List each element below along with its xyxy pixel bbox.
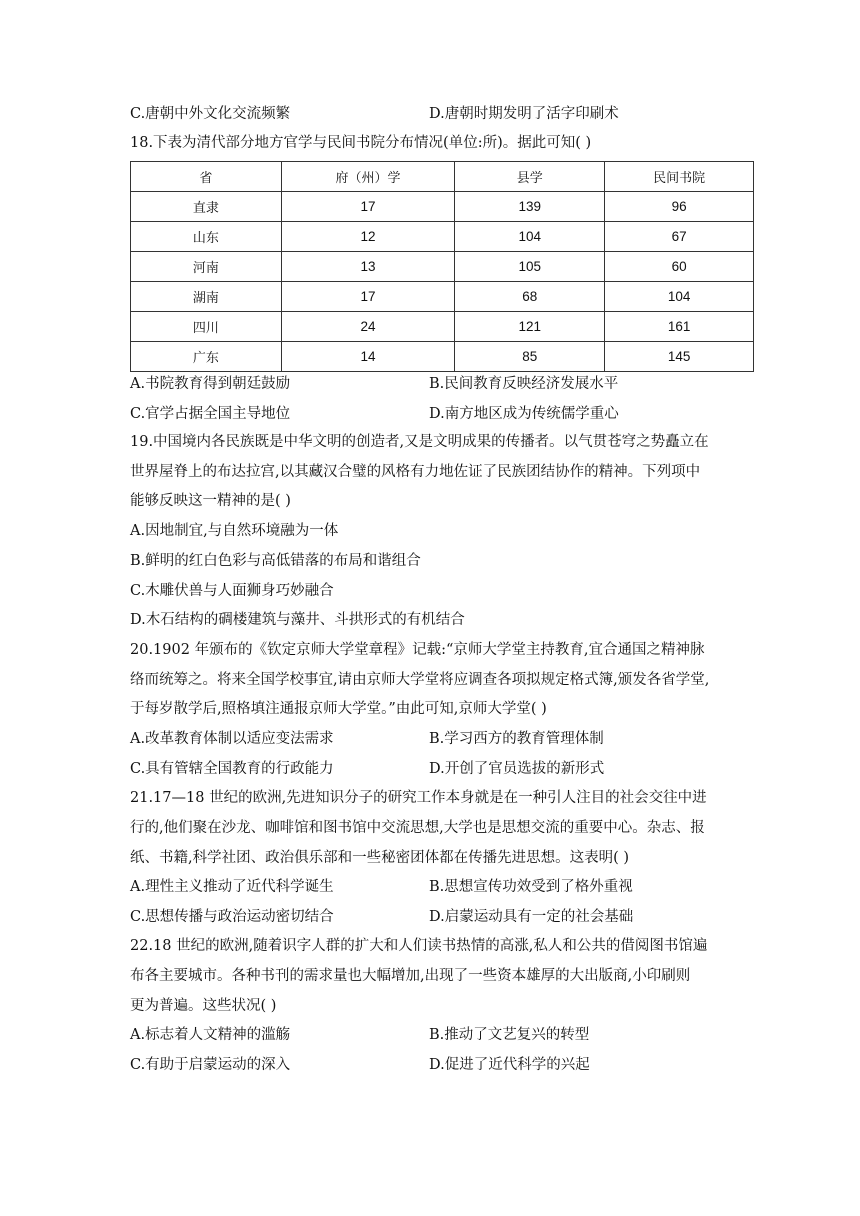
- q18-stem: 18.下表为清代部分地方官学与民间书院分布情况(单位:所)。据此可知( ): [130, 135, 592, 151]
- cell-fu: 14: [281, 342, 455, 372]
- table-row: [131, 312, 754, 342]
- cell-province: 山东: [131, 222, 282, 252]
- cell-province: 广东: [131, 342, 282, 372]
- cell-min: 161: [605, 312, 754, 342]
- q21-stem-line1: 21.17—18 世纪的欧洲,先进知识分子的研究工作本身就是在一种引人注目的社会交往中进: [130, 790, 707, 806]
- q18-option-a: A.书院教育得到朝廷鼓励: [130, 376, 291, 392]
- q19-option-c: C.木雕伏兽与人面狮身巧妙融合: [130, 583, 334, 599]
- header-fu-school: 府（州）学: [281, 162, 455, 192]
- q22-option-b: B.推动了文艺复兴的转型: [429, 1027, 590, 1043]
- header-private-academy: 民间书院: [605, 162, 754, 192]
- cell-xian: 105: [455, 252, 605, 282]
- cell-province: 湖南: [131, 282, 282, 312]
- cell-xian: 68: [455, 282, 605, 312]
- q20-option-a: A.改革教育体制以适应变法需求: [130, 731, 334, 747]
- cell-fu: 13: [281, 252, 455, 282]
- q20-option-b: B.学习西方的教育管理体制: [429, 731, 604, 747]
- header-county-school: 县学: [455, 162, 605, 192]
- q20-option-d: D.开创了官员选拔的新形式: [429, 761, 605, 777]
- q22-stem-line3: 更为普遍。这些状况( ): [130, 998, 277, 1014]
- q19-option-a: A.因地制宜,与自然环境融为一体: [130, 523, 339, 539]
- cell-min: 145: [605, 342, 754, 372]
- table-row: [131, 282, 754, 312]
- q19-option-d: D.木石结构的碉楼建筑与藻井、斗拱形式的有机结合: [130, 612, 465, 628]
- q21-option-a: A.理性主义推动了近代科学诞生: [130, 879, 334, 895]
- cell-province: 四川: [131, 312, 282, 342]
- q21-options-cd: [130, 907, 750, 927]
- q17-option-d: D.唐朝时期发明了活字印刷术: [429, 106, 619, 122]
- q18-options-ab: [130, 374, 750, 394]
- q22-option-c: C.有助于启蒙运动的深入: [130, 1057, 291, 1073]
- q22-option-d: D.促进了近代科学的兴起: [429, 1057, 590, 1073]
- table-row: [131, 342, 754, 372]
- q20-options-ab: [130, 729, 750, 749]
- header-province: 省: [131, 162, 282, 192]
- q20-stem-line1: 20.1902 年颁布的《钦定京师大学堂章程》记载:“京师大学堂主持教育,宜合通国之精神脉: [130, 642, 705, 658]
- q20-stem-line2: 络而统筹之。将来全国学校事宜,请由京师大学堂将应调查各项拟规定格式簿,颁发各省学堂,: [130, 672, 710, 688]
- q22-options-cd: [130, 1055, 750, 1075]
- q19-stem-line1: 19.中国境内各民族既是中华文明的创造者,又是文明成果的传播者。以气贯苍穹之势矗立在: [130, 434, 709, 450]
- q22-stem-line1: 22.18 世纪的欧洲,随着识字人群的扩大和人们读书热情的高涨,私人和公共的借阅图书馆遍: [130, 938, 708, 954]
- q21-option-d: D.启蒙运动具有一定的社会基础: [429, 909, 634, 925]
- cell-min: 96: [605, 192, 754, 222]
- cell-min: 104: [605, 282, 754, 312]
- table-row: [131, 222, 754, 252]
- cell-xian: 121: [455, 312, 605, 342]
- q19-stem-line3: 能够反映这一精神的是( ): [130, 493, 291, 509]
- cell-fu: 17: [281, 192, 455, 222]
- q20-option-c: C.具有管辖全国教育的行政能力: [130, 761, 334, 777]
- table-row: [131, 252, 754, 282]
- cell-province: 直隶: [131, 192, 282, 222]
- q18-option-c: C.官学占据全国主导地位: [130, 406, 291, 422]
- q21-options-ab: [130, 877, 750, 897]
- q18-table: [130, 161, 754, 372]
- q17-options-cd: [130, 104, 750, 124]
- q21-stem-line2: 行的,他们聚在沙龙、咖啡馆和图书馆中交流思想,大学也是思想交流的重要中心。杂志、报: [130, 820, 705, 836]
- q18-option-d: D.南方地区成为传统儒学重心: [429, 406, 619, 422]
- cell-fu: 24: [281, 312, 455, 342]
- cell-xian: 139: [455, 192, 605, 222]
- q20-options-cd: [130, 759, 750, 779]
- cell-xian: 104: [455, 222, 605, 252]
- q21-option-b: B.思想宣传功效受到了格外重视: [429, 879, 633, 895]
- q18-option-b: B.民间教育反映经济发展水平: [429, 376, 619, 392]
- q21-option-c: C.思想传播与政治运动密切结合: [130, 909, 334, 925]
- q20-stem-line3: 于每岁散学后,照格填注通报京师大学堂。”由此可知,京师大学堂( ): [130, 701, 547, 717]
- cell-min: 67: [605, 222, 754, 252]
- table-header-row: [131, 162, 754, 192]
- q18-options-cd: [130, 404, 750, 424]
- q22-option-a: A.标志着人文精神的滥觞: [130, 1027, 291, 1043]
- q22-stem-line2: 布各主要城市。各种书刊的需求量也大幅增加,出现了一些资本雄厚的大出版商,小印刷则: [130, 968, 691, 984]
- q22-options-ab: [130, 1025, 750, 1045]
- cell-fu: 17: [281, 282, 455, 312]
- cell-province: 河南: [131, 252, 282, 282]
- q19-option-b: B.鲜明的红白色彩与高低错落的布局和谐组合: [130, 553, 421, 569]
- q17-option-c: C.唐朝中外文化交流频繁: [130, 106, 291, 122]
- table-row: [131, 192, 754, 222]
- q21-stem-line3: 纸、书籍,科学社团、政治俱乐部和一些秘密团体都在传播先进思想。这表明( ): [130, 850, 630, 866]
- cell-xian: 85: [455, 342, 605, 372]
- q19-stem-line2: 世界屋脊上的布达拉宫,以其藏汉合璧的风格有力地佐证了民族团结协作的精神。下列项中: [130, 464, 701, 480]
- cell-fu: 12: [281, 222, 455, 252]
- cell-min: 60: [605, 252, 754, 282]
